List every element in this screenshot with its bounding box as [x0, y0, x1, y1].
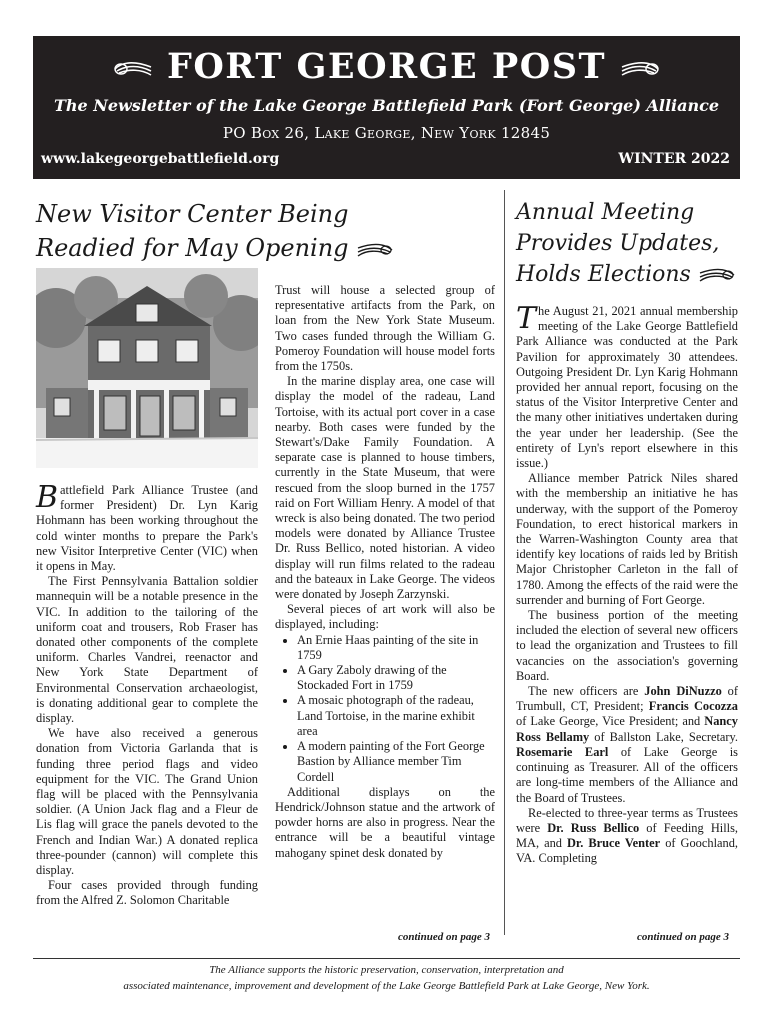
flourish-right-icon	[620, 59, 660, 79]
officer-name: Francis Cocozza	[648, 699, 738, 714]
artwork-list	[275, 633, 495, 785]
article1-middle-column	[275, 283, 495, 861]
article1-headline-line1: New Visitor Center Being	[36, 200, 349, 228]
article2-continued-link[interactable]: continued on page 3	[637, 931, 729, 943]
newsletter-title	[33, 46, 740, 87]
article2-paragraph-4: The new officers are John DiNuzzo of Trumbull, CT, President; Francis Cocozza of Lake George, Vice President; and Nancy Ross Bellamy of Ballston Lake, Secretary. Rosemarie Earl of Lake George is continuing as Treasurer. All of the officers are long-time members of the Alliance and the Board of Trustees.	[516, 684, 739, 805]
headline-flourish-icon	[698, 267, 736, 283]
article2-headline-line3: Holds Elections	[516, 262, 691, 287]
title-text: FORT GEORGE POST	[166, 46, 607, 87]
headline-flourish-icon	[356, 242, 394, 258]
article2-paragraph-5: Re-elected to three-year terms as Trustees were Dr. Russ Bellico of Feeding Hills, MA, and Dr. Bruce Venter of Goochland, VA. Completing	[516, 805, 739, 866]
article2-dropcap: T	[516, 301, 537, 336]
article1-paragraph-6: In the marine display area, one case will display the model of the radeau, Land Tortoise, with its actual port cover in a case nearby. Both cases were funded by the Stewart's/Dake Family Foundation. A separate case is planned to house timbers, currently in the State Museum, that were rescued from the sloop burned in the 1757 raid on Fort William Henry. A model of that wreck is also being donated. The two period models were donated by Alliance Trustee Dr. Russ Bellico, noted historian. A video display will run films related to the radeau and the bateaux in Lake George. The videos were donated by Joseph Zarzynski.	[275, 374, 495, 602]
article1-headline-line2: Readied for May Opening	[36, 234, 349, 262]
trustee-name: Dr. Bruce Venter	[566, 836, 661, 851]
article2-headline	[516, 197, 738, 290]
article2-headline-line2: Provides Updates,	[516, 231, 720, 256]
officer-name: Nancy Ross Bellamy	[516, 714, 738, 744]
footer-line-1: The Alliance supports the historic preservation, conservation, interpretation and	[209, 964, 564, 976]
article2-paragraph-1: The August 21, 2021 annual membership meeting of the Lake George Battlefield Park Alliance was conducted at the Park Pavilion for approximately 30 attendees. Outgoing President Dr. Lyn Karig Hohmann provided her annual report, focusing on the status of the Visitor Interpretive Center and the many other initiatives undertaken during the year under her leadership. (See the entirety of Lyn's report elsewhere in this issue.)	[516, 301, 738, 471]
footer-line-2: associated maintenance, improvement and development of the Lake George Battlefield Park at Lake George, New York.	[123, 980, 650, 992]
building-illustration	[36, 268, 258, 468]
visitor-center-photo	[36, 268, 258, 468]
officer-name: Rosemarie Earl	[516, 744, 609, 759]
issue-season: WINTER 2022	[618, 151, 730, 167]
article2-paragraph-2: Alliance member Patrick Niles shared with the membership an initiative he has underway, with the support of the Pomeroy Foundation, to erect historical markers in the Warren-Washington County area that identify key locations of raids led by British Major Christopher Carleton in the fall of 1780. Among the effects of the raid were the surrender and burning of Fort George.	[516, 471, 738, 607]
article1-headline	[36, 197, 496, 265]
newsletter-subtitle: The Newsletter of the Lake George Battlefield Park (Fort George) Alliance	[53, 96, 720, 115]
list-item: • A modern painting of the Fort George Bastion by Alliance member Tim Cordell	[297, 739, 495, 785]
article1-paragraph-7: Several pieces of art work will also be displayed, including:	[275, 602, 495, 632]
mailing-address: PO Box 26, Lake George, New York 12845	[222, 124, 551, 142]
website-link[interactable]: www.lakegeorgebattlefield.org	[41, 151, 280, 167]
article2-paragraph-3: The business portion of the meeting included the election of several new officers to lead the organization and Trustees to fill vacancies on the association's governing Board.	[516, 608, 738, 683]
article1-dropcap: B	[36, 480, 59, 515]
article2-headline-line1: Annual Meeting	[516, 200, 695, 225]
list-item: • A Gary Zaboly drawing of the Stockaded Fort in 1759	[297, 663, 495, 693]
trustee-name: Dr. Russ Bellico	[547, 820, 640, 835]
article1-left-column	[36, 480, 258, 909]
article1-paragraph-1: Battlefield Park Alliance Trustee (and former President) Dr. Lyn Karig Hohmann has been working throughout the cold winter months to prepare the Park's new Visitor Interpretive Center (VIC) when it opens in May.	[36, 480, 258, 574]
article2-column	[516, 301, 739, 867]
article1-paragraph-4: Four cases provided through funding from the Alfred Z. Solomon Charitable	[36, 878, 258, 908]
footer-rule	[33, 958, 740, 959]
column-divider	[504, 190, 505, 935]
flourish-left-icon	[113, 59, 153, 79]
article1-paragraph-5: Trust will house a selected group of representative artifacts from the Park, on loan from the New York State Museum. Two cases funded through the William G. Pomeroy Foundation will house model forts from the 1750s.	[275, 283, 495, 374]
officer-name: John DiNuzzo	[644, 684, 722, 699]
mission-footer	[33, 962, 740, 994]
article1-continued-link[interactable]: continued on page 3	[398, 931, 490, 943]
list-item: • A mosaic photograph of the radeau, Land Tortoise, in the marine exhibit area	[297, 693, 495, 739]
article1-paragraph-8: Additional displays on the Hendrick/Johnson statue and the artwork of powder horns are also in progress. Near the entrance will be a beautiful vintage mahogany spinet desk donated by	[275, 784, 495, 860]
article1-paragraph-2: The First Pennsylvania Battalion soldier mannequin will be a notable presence in the VIC. In addition to the tailoring of the uniform coat and trousers, Rob Fraser has donated other components of the complete uniform. Charles Vandrei, reenactor and New York State Department of Environmental Conservation archaeologist, is donating additional gear to complete the display.	[36, 574, 258, 726]
masthead	[33, 36, 740, 179]
list-item: • An Ernie Haas painting of the site in 1759	[297, 633, 495, 663]
article1-paragraph-3: We have also received a generous donation from Victoria Garlanda that is funding three period flags and video equipment for the VIC. The Grand Union flag will be placed with the Pennsylvania soldier. (A Union Jack flag and a Fleur de Lis flag will grace the panels devoted to the French and Indian War.) A donated replica three-pounder (cannon) will complete this display.	[36, 726, 258, 878]
